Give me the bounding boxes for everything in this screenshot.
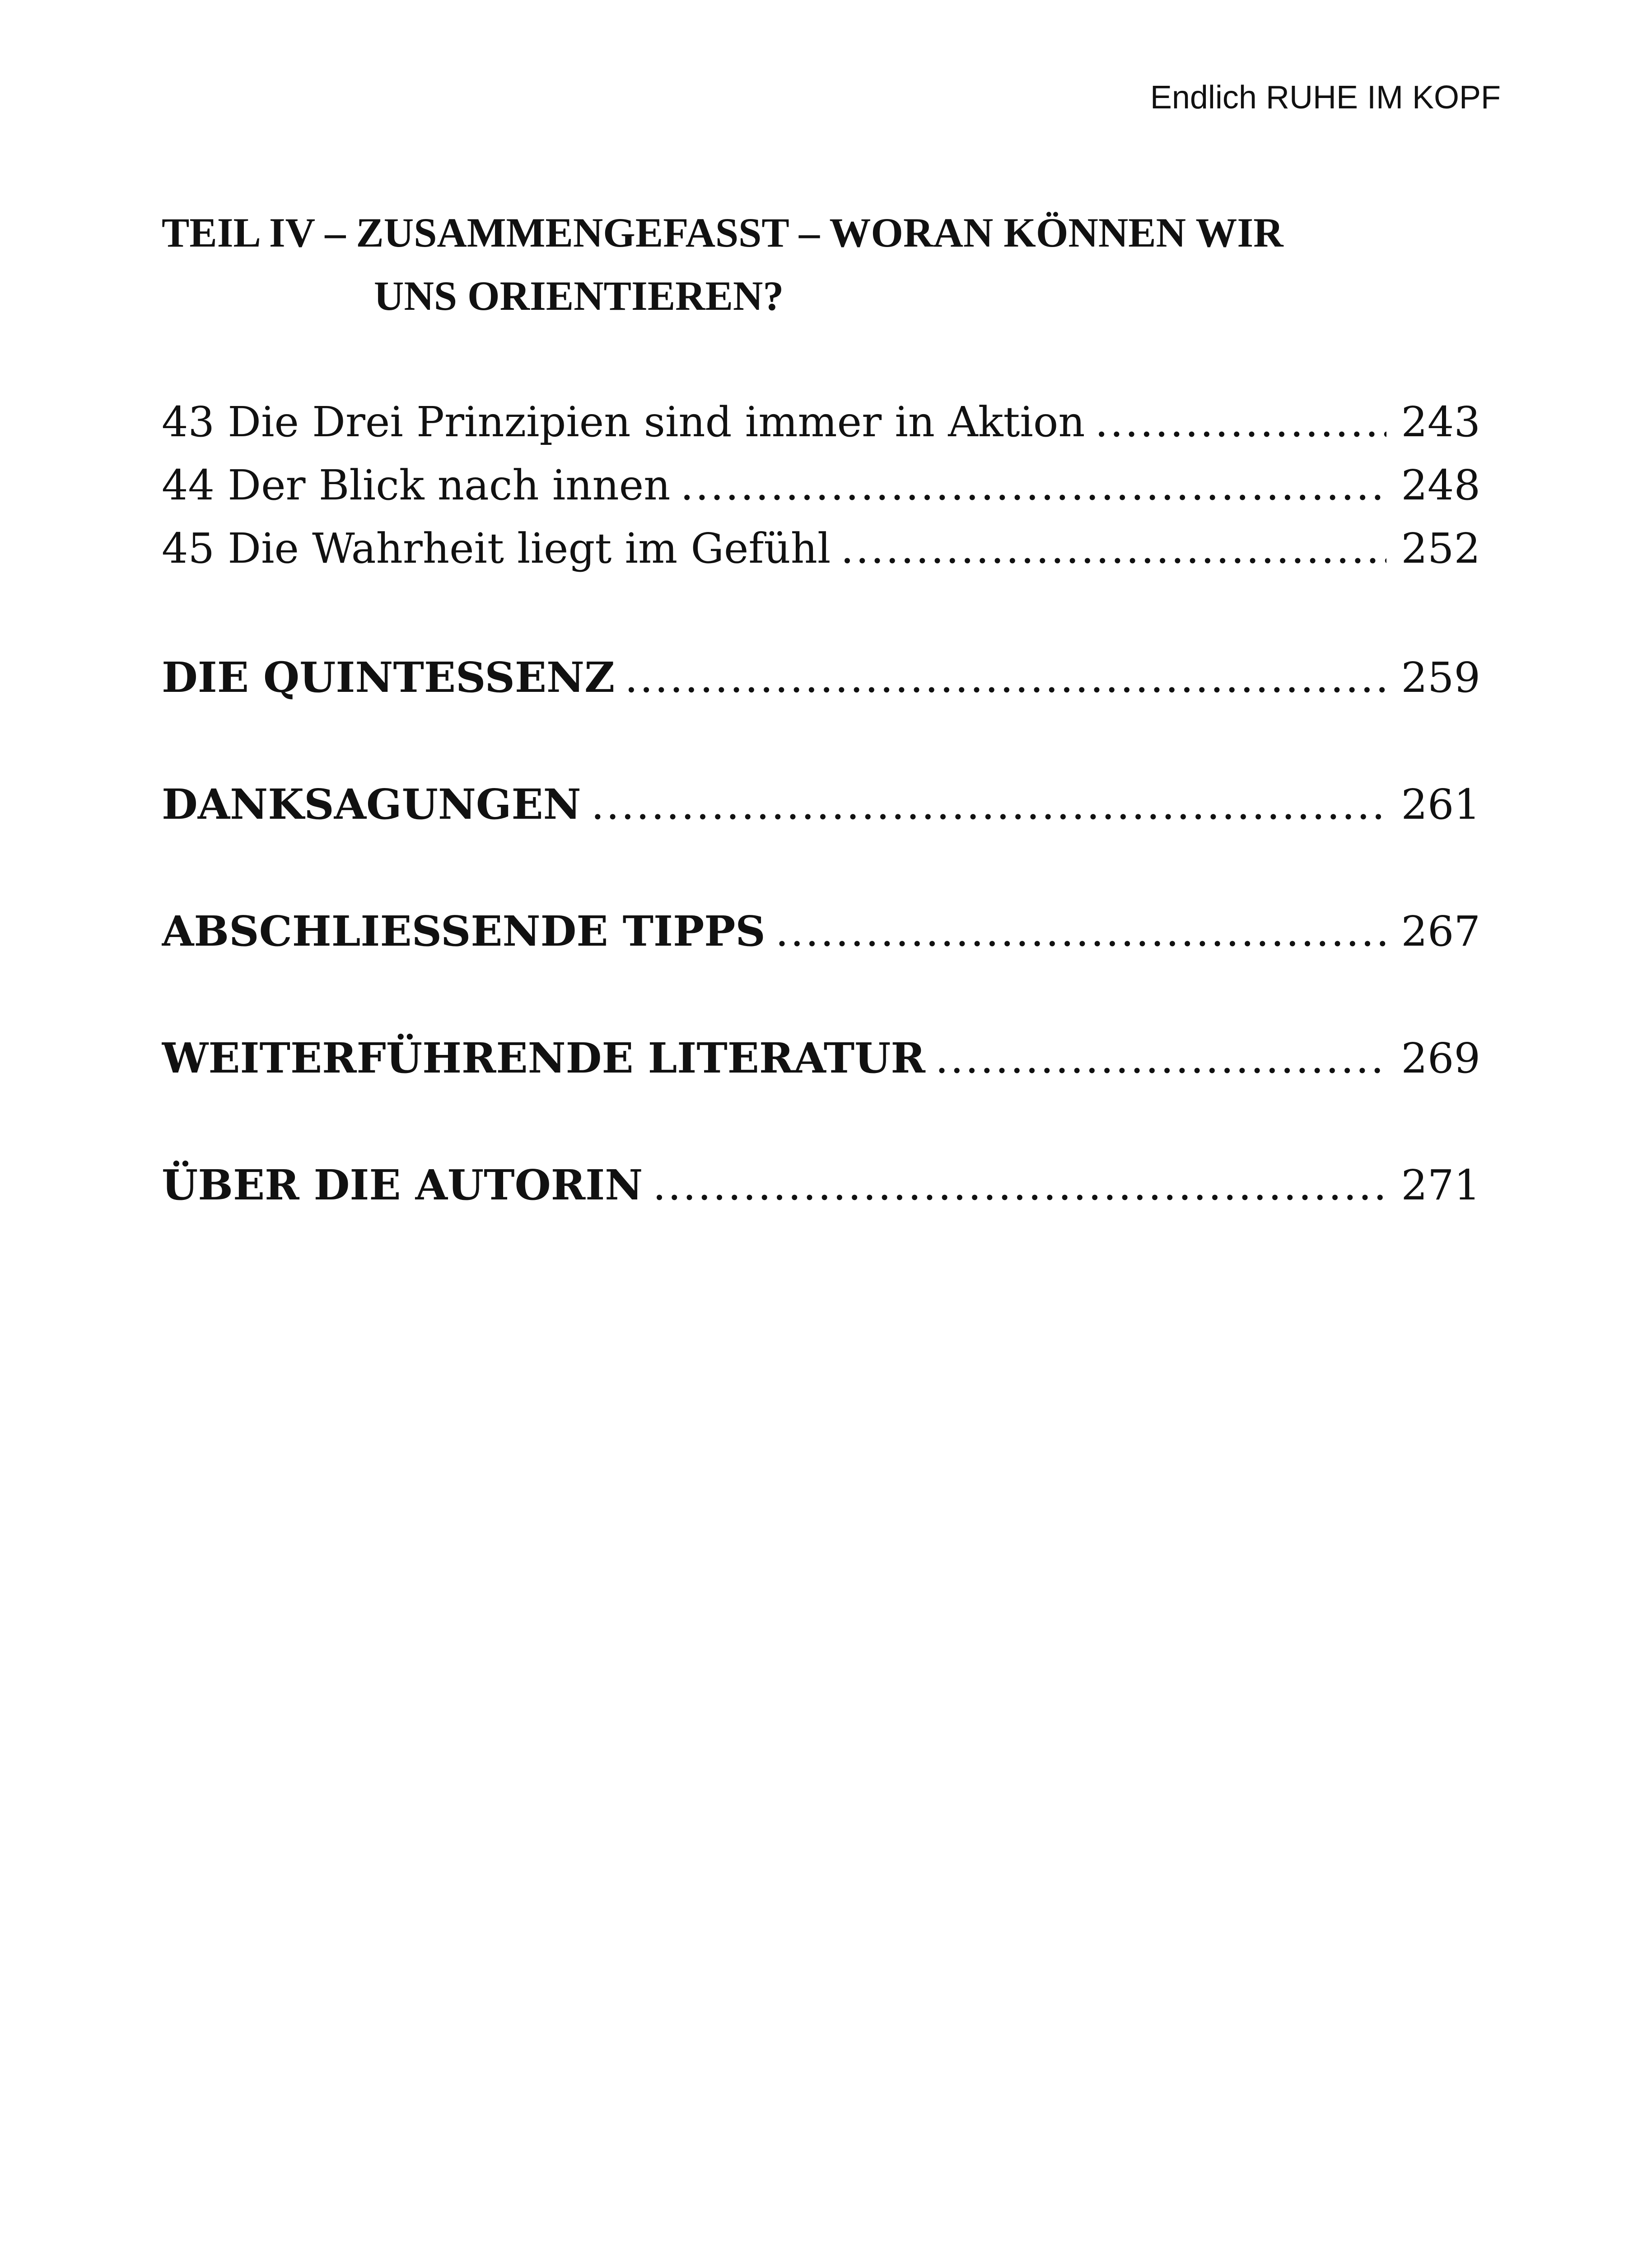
toc-entry-quintessenz[interactable] [162,646,1480,709]
toc-entry-title: 45 Die Wahrheit liegt im Gefühl [162,524,831,573]
toc-entry-title: ABSCHLIESSENDE TIPPS [162,907,765,956]
dot-leader [680,454,1386,517]
toc-entry-title: WEITERFÜHRENDE LITERATUR [162,1034,925,1082]
toc-entry-page: 259 [1401,653,1480,702]
dot-leader [625,646,1386,709]
dot-leader [775,900,1386,963]
toc-entry-page: 271 [1401,1161,1480,1209]
part-heading [162,201,1381,327]
toc-entry-page: 261 [1401,780,1480,829]
toc-entry-danksagungen[interactable] [162,773,1480,836]
toc-entry-chapter-45[interactable] [162,517,1480,580]
toc-entry-page: 243 [1401,398,1480,446]
toc-entry-page: 252 [1401,524,1480,573]
toc-entry-title: DANKSAGUNGEN [162,780,581,829]
section-list [162,646,1480,1280]
part-heading-line-2: UNS ORIENTIEREN? [374,273,784,319]
toc-entry-weiterfuehrende-literatur[interactable] [162,1026,1480,1090]
dot-leader [1095,391,1386,454]
running-header: Endlich RUHE IM KOPF [1150,79,1501,116]
dot-leader [653,1154,1386,1217]
toc-entry-title: 44 Der Blick nach innen [162,461,671,509]
toc-entry-chapter-44[interactable] [162,454,1480,517]
toc-entry-page: 248 [1401,461,1480,509]
toc-entry-title: 43 Die Drei Prinzipien sind immer in Aktion [162,398,1085,446]
toc-entry-title: ÜBER DIE AUTORIN [162,1161,643,1209]
toc-entry-title: DIE QUINTESSENZ [162,653,615,702]
toc-entry-ueber-die-autorin[interactable] [162,1153,1480,1217]
toc-entry-chapter-43[interactable] [162,391,1480,454]
part-heading-line-1: TEIL IV – ZUSAMMENGEFASST – WORAN KÖNNEN WIR [162,210,1283,256]
dot-leader [935,1027,1386,1090]
dot-leader [591,773,1386,836]
toc-entry-abschliessende-tipps[interactable] [162,900,1480,963]
toc-entry-page: 267 [1401,907,1480,956]
chapter-list [162,391,1480,580]
toc-entry-page: 269 [1401,1034,1480,1082]
dot-leader [840,517,1386,580]
